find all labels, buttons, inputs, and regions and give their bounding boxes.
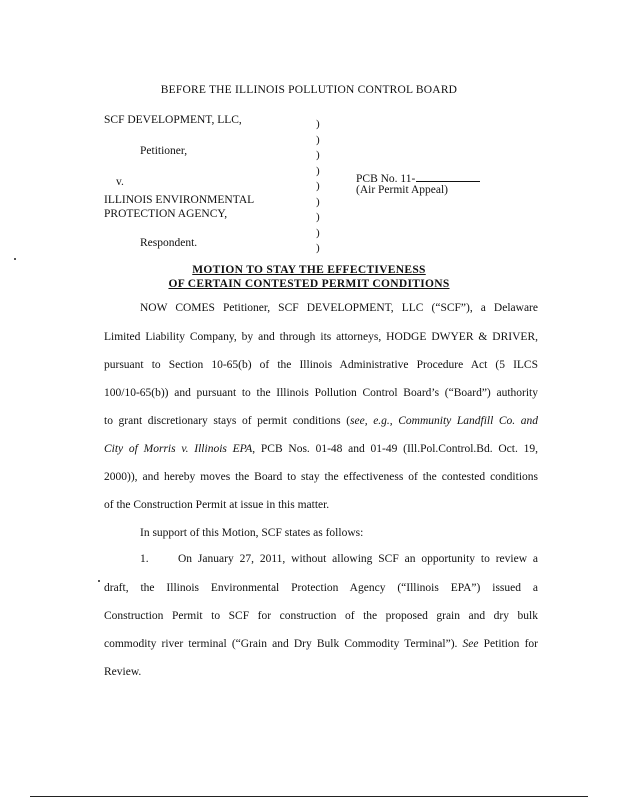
caption-bracket: ) xyxy=(316,164,320,177)
caption-bracket: ) xyxy=(316,226,320,239)
paragraph1-line8: of the Construction Permit at issue in this matter. xyxy=(104,499,330,511)
paragraph1-line7: 2000)), and hereby moves the Board to stay the effectiveness of the contested conditions xyxy=(104,471,538,483)
paragraph1-line6-rest: , PCB Nos. 01-48 and 01-49 (Ill.Pol.Control.Bd. Oct. 19, xyxy=(252,443,538,455)
caption-bracket: ) xyxy=(316,118,320,130)
caption-bracket-column xyxy=(316,117,320,257)
respondent-name-line1: ILLINOIS ENVIRONMENTAL xyxy=(104,194,255,206)
caption-bracket: ) xyxy=(316,133,320,146)
caption-bracket: ) xyxy=(316,211,320,223)
item1-number: 1. xyxy=(140,553,149,565)
paragraph1-line6-citation: City of Morris v. Illinois EPA xyxy=(104,443,253,455)
scan-speck xyxy=(98,580,100,582)
motion-title-line2: OF CERTAIN CONTESTED PERMIT CONDITIONS xyxy=(168,278,450,290)
paragraph1-line4: 100/10-65(b)) and pursuant to the Illinois Pollution Control Board’s (“Board”) authority xyxy=(104,387,538,399)
case-number-prefix: PCB No. 11- xyxy=(356,173,416,185)
item1-line1: On January 27, 2011, without allowing SCF an opportunity to review a xyxy=(178,553,538,565)
case-number-blank xyxy=(416,170,480,182)
scan-speck xyxy=(14,258,16,260)
versus-label: v. xyxy=(116,176,124,188)
respondent-role: Respondent. xyxy=(140,237,198,249)
caption-bracket: ) xyxy=(316,242,320,254)
paragraph1-line1: NOW COMES Petitioner, SCF DEVELOPMENT, LLC (“SCF”), a Delaware xyxy=(140,302,538,314)
item1-line2: draft, the Illinois Environmental Protection Agency (“Illinois EPA”) issued a xyxy=(104,582,538,594)
case-number xyxy=(356,170,480,185)
item1-line4-start: commodity river terminal (“Grain and Dry Bulk Commodity Terminal”). xyxy=(104,638,463,650)
paragraph1-line5-start: to grant discretionary stays of permit conditions ( xyxy=(104,415,351,427)
item1-line5: Review. xyxy=(104,666,142,678)
item1-line4-see: See xyxy=(462,638,479,650)
paragraph1-line6 xyxy=(104,443,538,455)
petitioner-role: Petitioner, xyxy=(140,145,188,157)
footer-rule xyxy=(30,796,588,797)
item1-line4 xyxy=(104,638,538,650)
petitioner-name: SCF DEVELOPMENT, LLC, xyxy=(104,114,242,126)
motion-title-line1: MOTION TO STAY THE EFFECTIVENESS xyxy=(192,264,426,276)
item1-line4-end: Petition for xyxy=(478,638,538,650)
support-intro: In support of this Motion, SCF states as follows: xyxy=(140,527,364,539)
caption-bracket: ) xyxy=(316,195,320,208)
paragraph1-line5-citation: see, e.g., Community Landfill Co. and xyxy=(350,415,538,427)
paragraph1-line2: Limited Liability Company, by and through its attorneys, HODGE DWYER & DRIVER, xyxy=(104,331,538,343)
caption-bracket: ) xyxy=(316,180,320,192)
respondent-name-line2: PROTECTION AGENCY, xyxy=(104,208,228,220)
caption-bracket: ) xyxy=(316,149,320,161)
court-heading: BEFORE THE ILLINOIS POLLUTION CONTROL BOARD xyxy=(160,84,458,96)
paragraph1-line5 xyxy=(104,415,538,427)
paragraph1-line3: pursuant to Section 10-65(b) of the Illinois Administrative Procedure Act (5 ILCS xyxy=(104,359,538,371)
item1-line3: Construction Permit to SCF for construction of the proposed grain and dry bulk xyxy=(104,610,538,622)
case-type: (Air Permit Appeal) xyxy=(356,184,448,196)
